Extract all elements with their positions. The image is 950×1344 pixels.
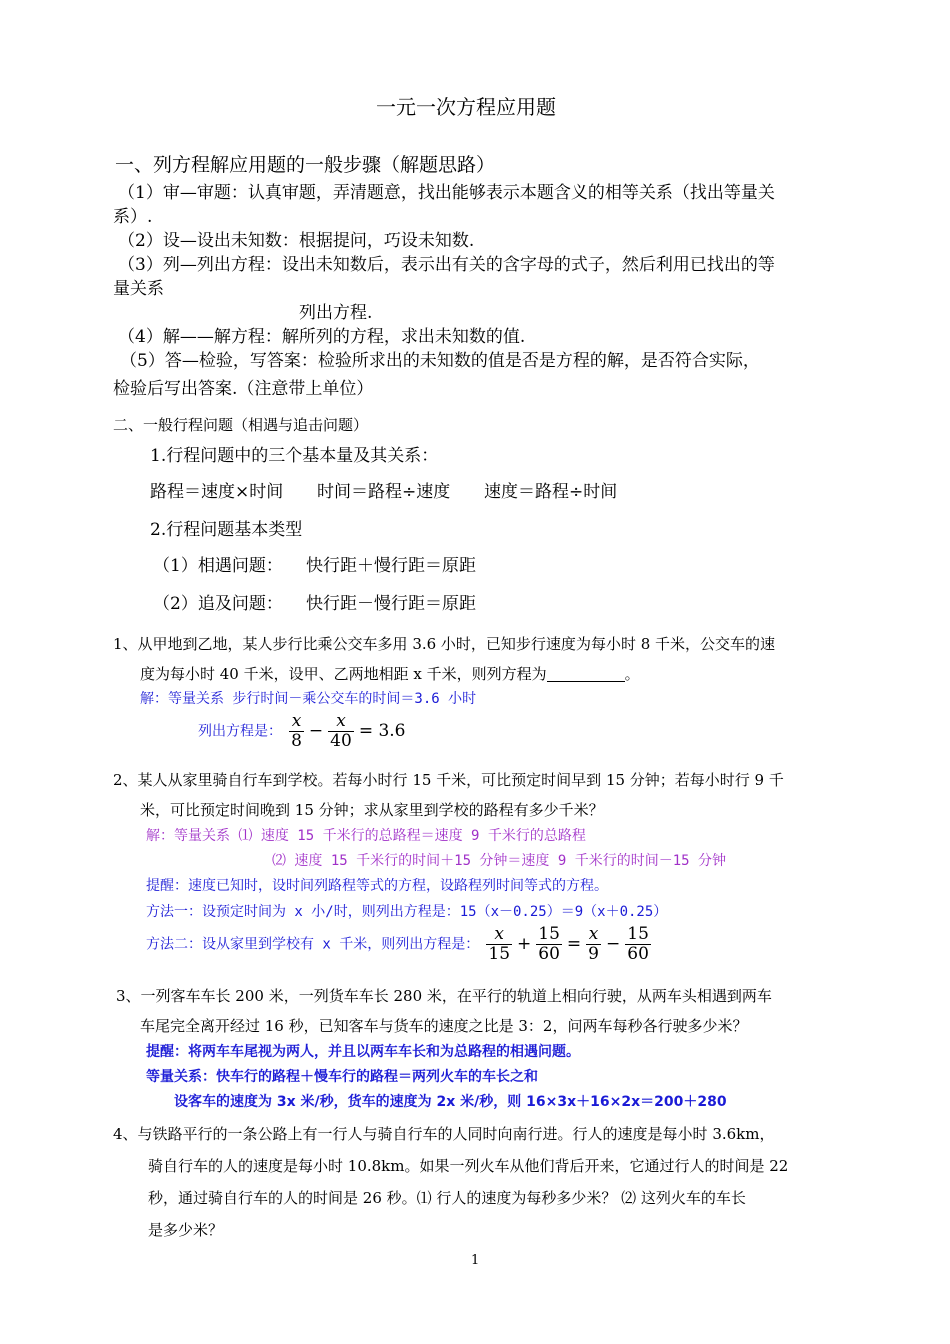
fraction-x-over-8: $\frac{x}{8}$ — [291, 711, 302, 751]
answer-blank — [547, 667, 625, 682]
step-1-line2: 系）. — [113, 207, 153, 227]
problem2-relation1: 解：等量关系 ⑴ 速度 15 千米行的总路程＝速度 9 千米行的总路程 — [146, 828, 586, 844]
chase-label: （2）追及问题： — [153, 594, 283, 614]
fraction-15-over-60: $\frac{15}{60}$ — [538, 924, 560, 964]
section1-heading: 一、列方程解应用题的一般步骤（解题思路） — [115, 154, 496, 176]
problem4-line2: 骑自行车的人的速度是每小时 10.8km。如果一列火车从他们背后开来，它通过行人的时间是 22 — [148, 1157, 789, 1175]
problem2-method2: 方法二：设从家里到学校有 x 千米，则列出方程是： — [146, 936, 480, 953]
equals-rhs: = 3.6 — [358, 721, 406, 741]
problem1-line1: 1、从甲地到乙地，某人步行比乘公交车多用 3.6 小时，已知步行速度为每小时 8 千米，公交车的速 — [113, 635, 776, 653]
problem4-line4: 是多少米？ — [148, 1221, 224, 1239]
problem1-line2-text: 度为每小时 40 千米，设甲、乙两地相距 x 千米，则列方程为 — [140, 665, 547, 683]
problem2-method2-row: 方法二：设从家里到学校有 x 千米，则列出方程是： $\frac{x}{15}$ + $\frac{15}{60}$ = $\frac{x}{9}$ − $\frac{15}{60}$ — [146, 924, 649, 964]
problem3-relation: 等量关系：快车行的路程＋慢车行的路程＝两列火车的车长之和 — [146, 1069, 538, 1085]
step-5-line1: （5）答—检验，写答案：检验所求出的未知数的值是否是方程的解，是否符合实际， — [120, 351, 760, 371]
problem2-hint: 提醒：速度已知时，设时间列路程等式的方程，设路程列时间等式的方程。 — [146, 878, 608, 894]
step-3-line1: （3）列—列出方程：设出未知数后，表示出有关的含字母的式子，然后利用已找出的等 — [118, 255, 775, 275]
step-2: （2）设—设出未知数：根据提问，巧设未知数. — [118, 231, 475, 251]
problem3-setup: 设客车的速度为 3x 米/秒，货车的速度为 2x 米/秒，则 16×3x＋16×2x＝200＋280 — [174, 1094, 727, 1110]
meeting-label: （1）相遇问题： — [153, 556, 283, 576]
step-1-line1: （1）审—审题：认真审题，弄清题意，找出能够表示本题含义的相等关系（找出等量关 — [118, 183, 775, 203]
problem4-line3: 秒，通过骑自行车的人的时间是 26 秒。⑴ 行人的速度为每秒多少米？ ⑵ 这列火车的车长 — [148, 1189, 746, 1207]
formula-time: 时间＝路程÷速度 — [317, 482, 451, 502]
fraction-x-over-15: $\frac{x}{15}$ — [488, 924, 511, 964]
problem3-line2: 车尾完全离开经过 16 秒，已知客车与货车的速度之比是 3：2，问两车每秒各行驶多少米？ — [140, 1017, 748, 1035]
section2-heading: 二、一般行程问题（相遇与追击问题） — [113, 416, 369, 434]
problem2-relation2: ⑵ 速度 15 千米行的时间＋15 分钟＝速度 9 千米行的时间－15 分钟 — [272, 853, 727, 869]
problem1-solution: 解：等量关系 步行时间－乘公交车的时间＝3.6 小时 — [140, 691, 477, 707]
fraction-15-over-60-b: $\frac{15}{60}$ — [627, 924, 649, 964]
fraction-x-over-9: $\frac{x}{9}$ — [588, 924, 599, 964]
page-title: 一元一次方程应用题 — [376, 95, 556, 119]
step-3-line2: 量关系 — [113, 279, 164, 299]
formula-speed: 速度＝路程÷时间 — [484, 482, 618, 502]
problem3-hint: 提醒：将两车车尾视为两人，并且以两车车长和为总路程的相遇问题。 — [146, 1044, 580, 1060]
problem2-method1: 方法一：设预定时间为 x 小/时，则列出方程是：15（x－0.25）＝9（x＋0.25） — [146, 904, 668, 920]
basic-types-heading: 2.行程问题基本类型 — [150, 520, 303, 540]
problem1-eq-label: 列出方程是： — [198, 723, 282, 740]
fraction-x-over-40: $\frac{x}{40}$ — [330, 711, 352, 751]
basic-quantities-heading: 1.行程问题中的三个基本量及其关系： — [150, 446, 439, 466]
problem3-line1: 3、一列客车车长 200 米，一列货车车长 280 米，在平行的轨道上相向行驶，从两车头相遇到两车 — [116, 987, 772, 1005]
step-4: （4）解——解方程：解所列的方程，求出未知数的值. — [118, 327, 526, 347]
step-3-line3: 列出方程. — [299, 303, 373, 323]
problem2-line1: 2、某人从家里骑自行车到学校。若每小时行 15 千米，可比预定时间早到 15 分钟；若每小时行 9 千 — [113, 771, 784, 789]
meeting-formula: 快行距＋慢行距＝原距 — [306, 556, 476, 576]
page-number: 1 — [471, 1253, 480, 1268]
problem1-equation-row: 列出方程是： $\frac{x}{8}$ − $\frac{x}{40}$ = 3.6 — [198, 711, 406, 751]
problem1-line2-end: 。 — [624, 665, 640, 683]
problem1-line2 — [140, 667, 640, 682]
problem2-line2: 米，可比预定时间晚到 15 分钟；求从家里到学校的路程有多少千米？ — [140, 801, 604, 819]
step-5-line2: 检验后写出答案.（注意带上单位） — [113, 379, 374, 399]
problem4-line1: 4、与铁路平行的一条公路上有一行人与骑自行车的人同时向南行进。行人的速度是每小时 3.6km， — [113, 1125, 775, 1143]
formula-distance: 路程＝速度×时间 — [150, 482, 284, 502]
chase-formula: 快行距－慢行距＝原距 — [306, 594, 476, 614]
